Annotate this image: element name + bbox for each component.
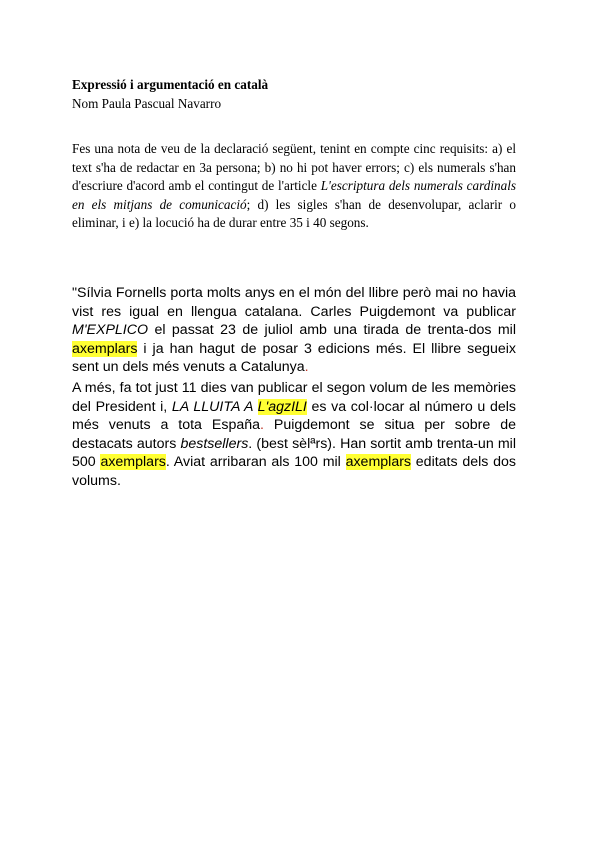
- highlight-axemplars: axemplars: [345, 454, 412, 471]
- instructions-text-2: ; d) les sigles s'han de desenvolupar, aclarir o eliminar, i e) la locució ha de durar entre 35 i 40 segons.: [72, 196, 516, 231]
- highlight-axemplars: axemplars: [72, 340, 138, 357]
- para2-text-1: A més, fa tot just 11 dies van publicar el segon volum de les memòries del President i,: [72, 380, 516, 415]
- instructions-text-1: Fes una nota de veu de la declaració següent, tenint en compte cinc requisits: a) el text s'ha de redactar en 3a persona; b) no hi pot haver errors; c) els numerals s'han d'escriure d'acord amb el contingut de l'article: [72, 141, 516, 194]
- highlight-book-title: L'agzILI: [257, 398, 307, 415]
- para2-text-3: Puigdemont se situa per sobre de destacats autors: [72, 417, 516, 452]
- book-title-mexplico: M'EXPLICO: [72, 322, 149, 339]
- para2-text-2: es va col·locar al número u dels més venuts a tota España: [72, 398, 516, 434]
- para1-text-2: el passat 23 de juliol amb una tirada de trenta-dos mil: [148, 322, 516, 339]
- declaration-paragraph-1: [72, 284, 516, 377]
- declaration-paragraph-2: [72, 379, 516, 491]
- para1-text-1: "Sílvia Fornells porta molts anys en el món del llibre però mai no havia vist res igual en llengua catalana. Carles Puigdemont va publicar: [72, 285, 516, 320]
- para1-text-3: i ja han hagut de posar 3 edicions més. El llibre segueix sent un dels més venuts a Catalunya: [72, 340, 516, 376]
- highlight-axemplars: axemplars: [100, 454, 166, 471]
- para2-red-dot: .: [260, 417, 264, 434]
- para2-text-5: . Aviat arribaran als 100 mil: [165, 454, 346, 471]
- book-title-lluita: LA LLUITA A: [171, 398, 258, 415]
- document-title: Expressió i argumentació en català: [72, 77, 269, 92]
- para1-final-dot: .: [304, 359, 309, 376]
- para2-text-6: editats dels dos volums.: [72, 454, 516, 489]
- bestsellers-term: bestsellers: [180, 435, 249, 452]
- student-name: Nom Paula Pascual Navarro: [72, 96, 222, 111]
- article-title: L'escriptura dels numerals cardinals en els mitjans de comunicació: [72, 178, 516, 212]
- para2-text-4: . (best sèlªrs). Han sortit amb trenta-un mil 500: [72, 435, 516, 471]
- instructions-paragraph: [72, 140, 516, 233]
